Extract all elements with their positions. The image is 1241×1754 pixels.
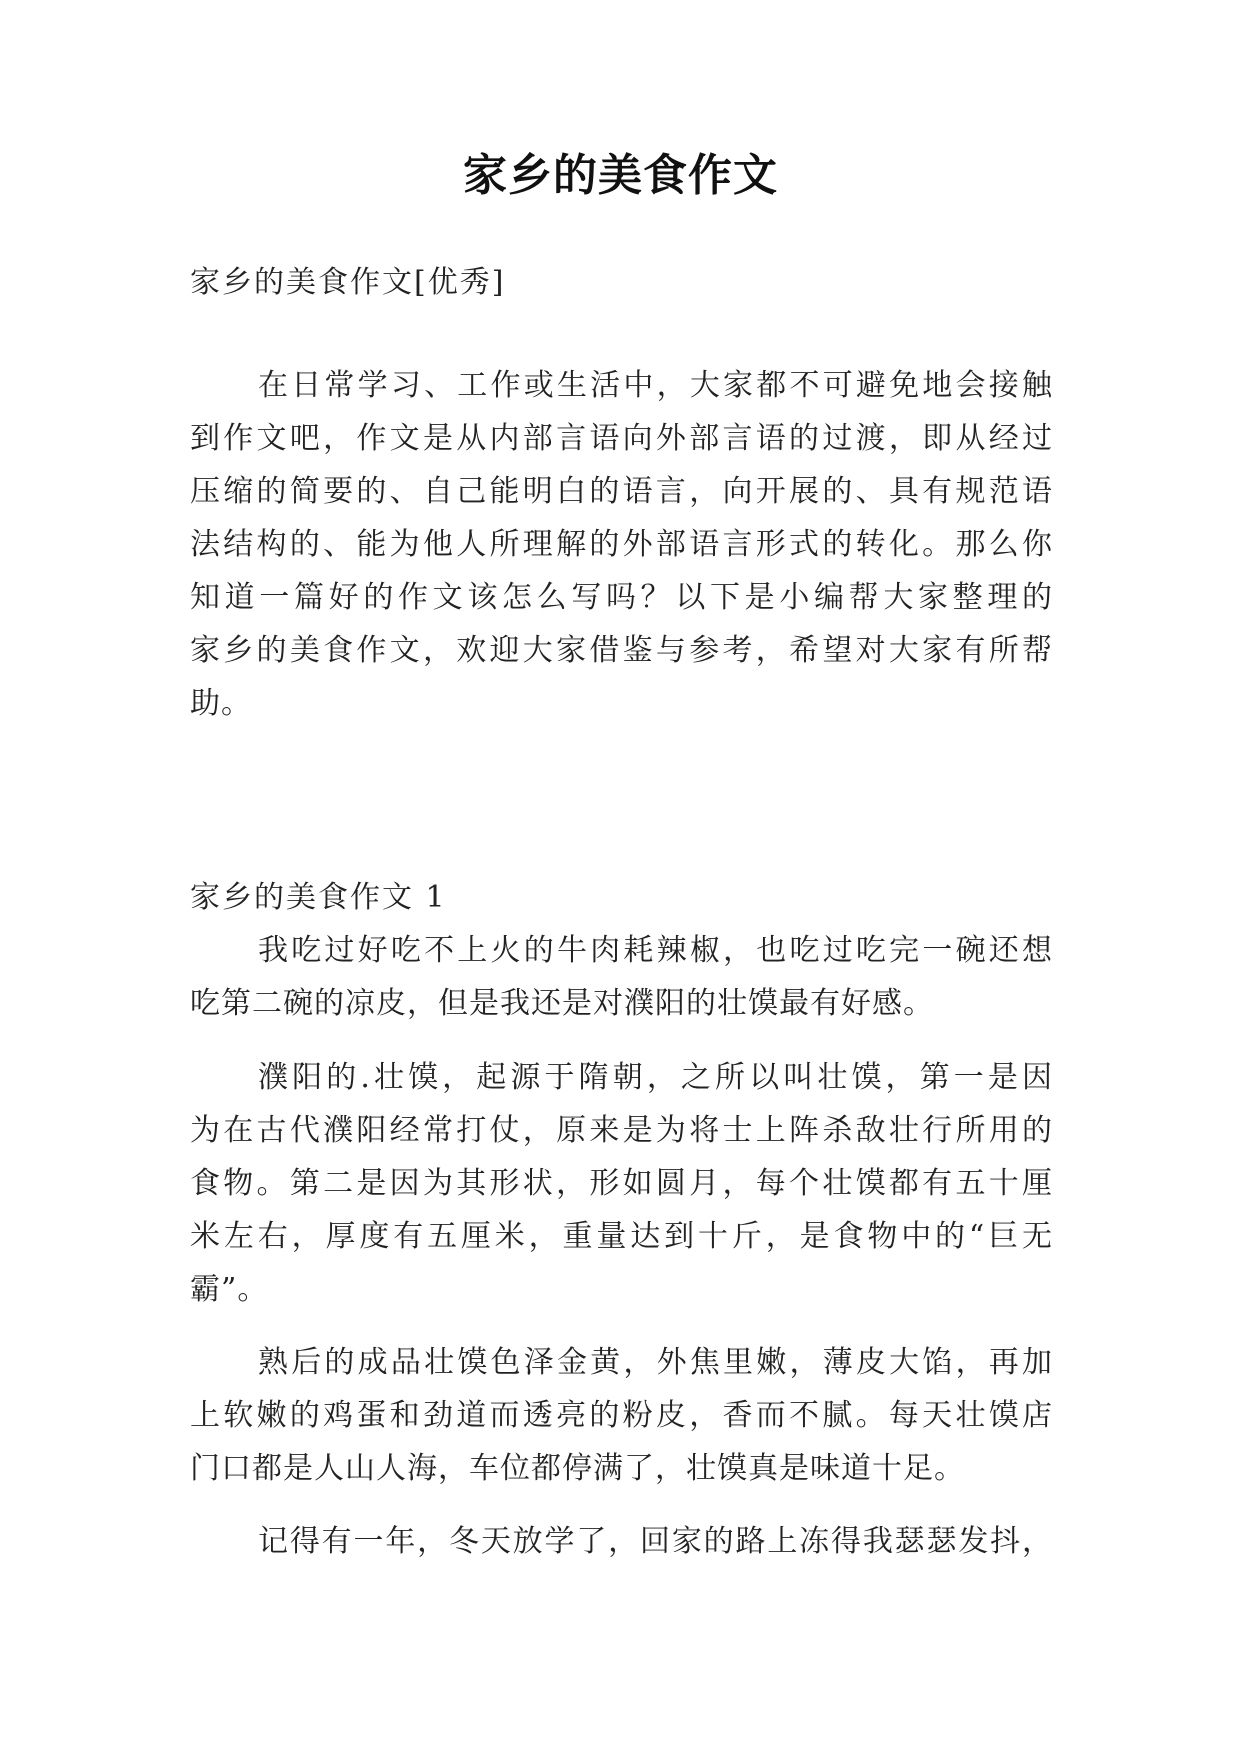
paragraph-line: 门口都是人山人海，车位都停满了，壮馍真是味道十足。 (190, 1451, 965, 1486)
paragraph-line: 濮阳的.壮馍，起源于隋朝，之所以叫壮馍，第一是因 (258, 1060, 1052, 1095)
intro-line: 家乡的美食作文，欢迎大家借鉴与参考，希望对大家有所帮 (190, 633, 1052, 668)
intro-line: 压缩的简要的、自己能明白的语言，向开展的、具有规范语 (190, 474, 1052, 509)
intro-line: 到作文吧，作文是从内部言语向外部言语的过渡，即从经过 (190, 421, 1052, 456)
paragraph-line: 记得有一年，冬天放学了，回家的路上冻得我瑟瑟发抖， (258, 1524, 1052, 1559)
section-heading: 家乡的美食作文 1 (190, 880, 447, 915)
intro-line: 在日常学习、工作或生活中，大家都不可避免地会接触 (258, 368, 1052, 403)
paragraph-line: 上软嫩的鸡蛋和劲道而透亮的粉皮，香而不腻。每天壮馍店 (190, 1398, 1052, 1433)
document-subtitle: 家乡的美食作文[优秀] (190, 265, 506, 300)
paragraph-line: 为在古代濮阳经常打仗，原来是为将士上阵杀敌壮行所用的 (190, 1113, 1052, 1148)
intro-line: 法结构的、能为他人所理解的外部语言形式的转化。那么你 (190, 527, 1052, 562)
paragraph-line: 我吃过好吃不上火的牛肉耗辣椒，也吃过吃完一碗还想 (258, 933, 1052, 968)
paragraph-line: 吃第二碗的凉皮，但是我还是对濮阳的壮馍最有好感。 (190, 986, 934, 1021)
paragraph-line: 食物。第二是因为其形状，形如圆月，每个壮馍都有五十厘 (190, 1166, 1052, 1201)
paragraph-line: 米左右，厚度有五厘米，重量达到十斤，是食物中的“巨无 (190, 1219, 1052, 1254)
paragraph-line: 霸”。 (190, 1272, 269, 1307)
intro-line: 助。 (190, 686, 252, 721)
intro-line: 知道一篇好的作文该怎么写吗？以下是小编帮大家整理的 (190, 580, 1052, 615)
document-title: 家乡的美食作文 (463, 150, 778, 201)
paragraph-line: 熟后的成品壮馍色泽金黄，外焦里嫩，薄皮大馅，再加 (258, 1345, 1052, 1380)
